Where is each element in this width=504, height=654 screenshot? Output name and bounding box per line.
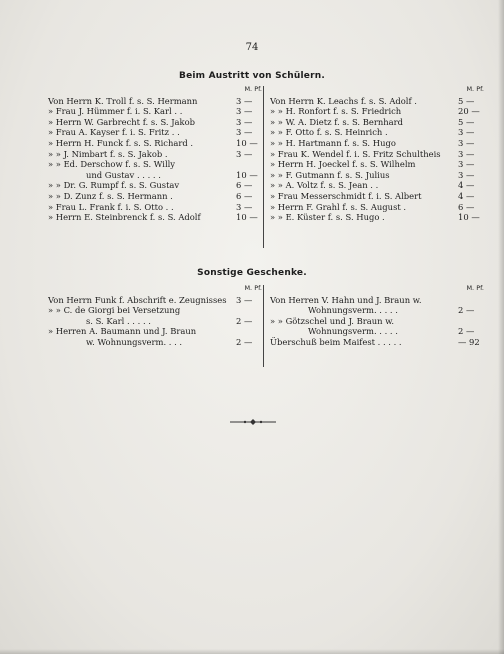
amount: 5 — [458, 116, 475, 127]
ledger-row [270, 180, 484, 191]
ledger-row [48, 127, 262, 138]
donor-entry: » » Götzschel und J. Braun w. [270, 315, 395, 326]
ledger-row [48, 106, 262, 117]
ledger-row [48, 337, 262, 348]
amount [458, 295, 484, 306]
ledger-row [48, 170, 262, 181]
ledger-row [270, 96, 484, 107]
donor-entry: » Herrn W. Garbrecht f. s. S. Jakob [48, 116, 196, 127]
ledger-row [270, 316, 484, 327]
ledger-row [48, 326, 262, 337]
ledger-row [48, 159, 262, 170]
amount [236, 159, 262, 170]
donor-entry: » » A. Voltz f. s. S. Jean . . [270, 180, 379, 191]
donor-entry: » » F. Otto f. s. S. Heinrich . [270, 127, 388, 138]
amount: 20 — [458, 106, 480, 117]
page-edge-shadow [498, 0, 504, 654]
donor-entry: Von Herren V. Hahn und J. Braun w. [270, 294, 422, 305]
donor-entry: » » W. A. Dietz f. s. S. Bernhard [270, 116, 403, 127]
amount: 6 — [458, 201, 475, 212]
amount: 3 — [236, 116, 253, 127]
ledger-row [48, 202, 262, 213]
ledger-row [270, 212, 484, 223]
ledger-row [270, 191, 484, 202]
donor-entry: » Frau L. Frank f. i. S. Otto . . [48, 201, 174, 212]
donor-entry: s. S. Karl . . . . . [86, 315, 151, 326]
amount: 10 — [236, 212, 258, 223]
donor-entry: Wohnungsverm. . . . . [308, 305, 398, 316]
donor-entry: » » E. Küster f. s. S. Hugo . [270, 212, 385, 223]
donor-entry: » » Ed. Derschow f. s. S. Willy [48, 159, 176, 170]
amount: 2 — [236, 315, 253, 326]
ledger-row [270, 159, 484, 170]
ledger-row [270, 295, 484, 306]
amount: — 92 [458, 336, 480, 347]
amount [236, 326, 262, 337]
donor-entry: » Frau A. Kayser f. i. S. Fritz . . [48, 127, 180, 138]
section-title-geschenke: Sonstige Geschenke. [197, 268, 307, 278]
amount: 4 — [458, 180, 475, 191]
amount: 3 — [236, 127, 253, 138]
ledger-row [48, 295, 262, 306]
amount: 4 — [458, 190, 475, 201]
donor-entry: » Frau Messerschmidt f. i. S. Albert [270, 190, 422, 201]
column-divider [263, 285, 264, 367]
amount: 6 — [236, 180, 253, 191]
donor-entry: » » Dr. G. Rumpf f. s. S. Gustav [48, 180, 180, 191]
donor-entry: » Herrn F. Grahl f. s. S. August . [270, 201, 407, 212]
amount: 6 — [236, 190, 253, 201]
donor-entry: » » D. Zunz f. s. S. Hermann . [48, 190, 173, 201]
ledger-row [270, 127, 484, 138]
ledger-row [270, 117, 484, 128]
amount [236, 305, 262, 316]
donor-entry: » Frau J. Hümmer f. i. S. Karl . . [48, 106, 183, 117]
amount: 3 — [236, 95, 253, 106]
donor-entry: Wohnungsverm. . . . . [308, 326, 398, 337]
donor-entry: » » H. Ronfort f. s. S. Friedrich [270, 106, 402, 117]
ledger-row [48, 138, 262, 149]
donor-entry: » » J. Nimbart f. s. S. Jakob . [48, 148, 168, 159]
unit-header: M. Pf. [244, 284, 262, 292]
donor-entry: » » F. Gutmann f. s. S. Julius [270, 169, 390, 180]
donor-entry: » Herrn H. Joeckel f. s. S. Wilhelm [270, 159, 416, 170]
section1-right-column [270, 84, 484, 223]
section2-left-column [48, 283, 262, 348]
section2-right-column [270, 283, 484, 348]
amount: 10 — [236, 169, 258, 180]
donor-entry: Überschuß beim Maifest . . . . . [270, 336, 402, 347]
ledger-row [270, 202, 484, 213]
amount: 5 — [458, 95, 475, 106]
ledger-row [270, 170, 484, 181]
amount: 10 — [236, 137, 258, 148]
section-title-austritt: Beim Austritt von Schülern. [179, 71, 325, 81]
section1-left-column [48, 84, 262, 223]
amount: 3 — [458, 159, 475, 170]
donor-entry: w. Wohnungsverm. . . . [86, 336, 183, 347]
amount [458, 316, 484, 327]
ledger-row [48, 117, 262, 128]
ledger-row [48, 191, 262, 202]
unit-header: M. Pf. [244, 85, 262, 93]
page-edge-shadow [0, 649, 504, 654]
ledger-row [48, 212, 262, 223]
amount: 3 — [236, 294, 253, 305]
amount: 3 — [458, 137, 475, 148]
ledger-row [270, 106, 484, 117]
ornament-divider [228, 418, 278, 426]
donor-entry: » Frau K. Wendel f. i. S. Fritz Schultheis [270, 148, 441, 159]
ledger-row [48, 316, 262, 327]
amount: 3 — [458, 127, 475, 138]
unit-header: M. Pf. [466, 284, 484, 292]
ledger-row [270, 149, 484, 160]
ledger-row [48, 96, 262, 107]
donor-entry: » Herrn H. Funck f. s. S. Richard . [48, 137, 194, 148]
donor-entry: und Gustav . . . . . [86, 169, 161, 180]
amount: 3 — [458, 148, 475, 159]
donor-entry: » » H. Hartmann f. s. S. Hugo [270, 137, 396, 148]
amount: 3 — [236, 201, 253, 212]
amount: 2 — [458, 326, 475, 337]
amount: 3 — [458, 169, 475, 180]
ledger-row [270, 337, 484, 348]
page-number: 74 [245, 42, 259, 53]
ledger-row [270, 138, 484, 149]
amount: 3 — [236, 106, 253, 117]
ledger-row [48, 180, 262, 191]
donor-entry: Von Herrn K. Troll f. s. S. Hermann [48, 95, 198, 106]
ledger-row [270, 305, 484, 316]
unit-header: M. Pf. [466, 85, 484, 93]
donor-entry: Von Herrn K. Leachs f. s. S. Adolf . [270, 95, 417, 106]
amount: 10 — [458, 212, 480, 223]
amount: 2 — [236, 336, 253, 347]
ledger-row [48, 305, 262, 316]
donor-entry: » » C. de Giorgi bei Versetzung [48, 305, 181, 316]
donor-entry: » Herren A. Baumann und J. Braun [48, 326, 197, 337]
amount: 3 — [236, 148, 253, 159]
donor-entry: Von Herrn Funk f. Abschrift e. Zeugnisses [48, 294, 227, 305]
ledger-row [270, 326, 484, 337]
column-divider [263, 86, 264, 248]
ledger-row [48, 149, 262, 160]
amount: 2 — [458, 305, 475, 316]
donor-entry: » Herrn E. Steinbrenck f. s. S. Adolf [48, 212, 201, 223]
